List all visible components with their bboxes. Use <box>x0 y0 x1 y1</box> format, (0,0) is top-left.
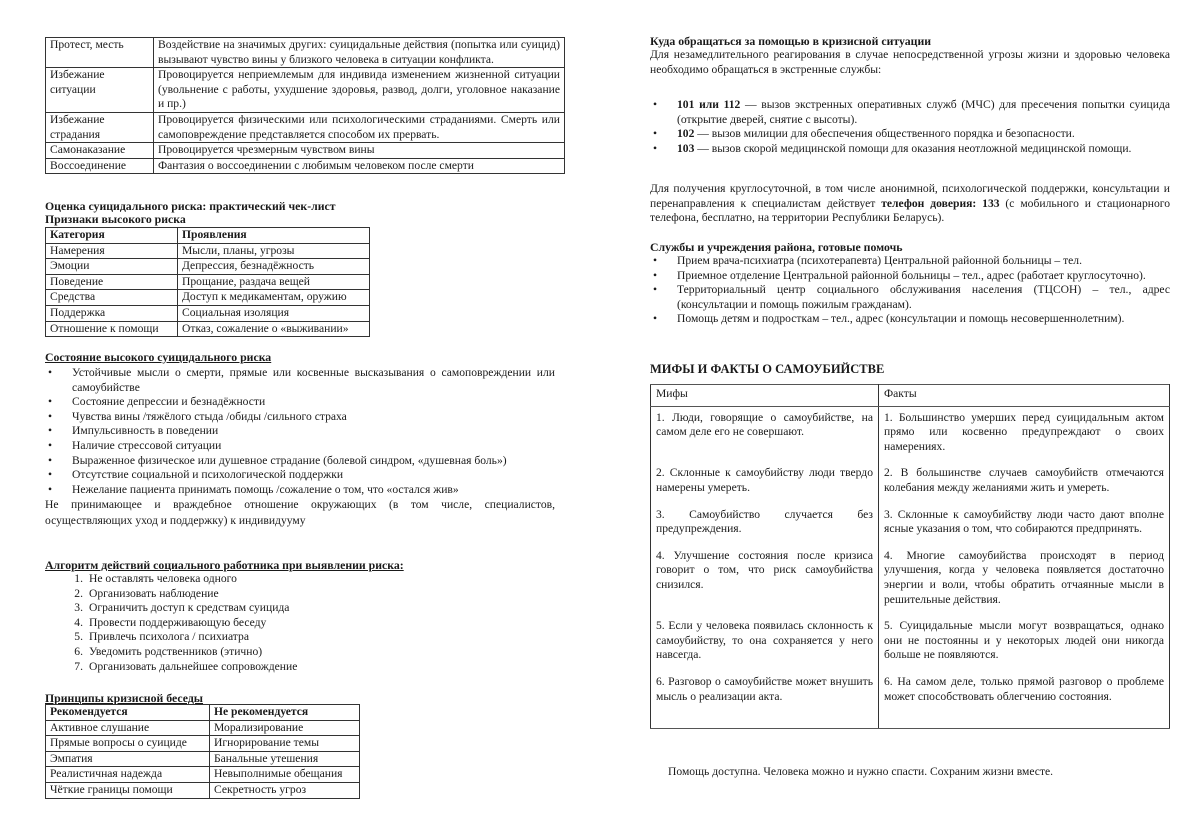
item-number: 2. <box>74 586 83 600</box>
table-cell: Мысли, планы, угрозы <box>178 243 370 259</box>
state-section <box>45 366 555 529</box>
table-cell: Поведение <box>46 274 178 290</box>
state-extra: Не принимающее и враждебное отношение окружающих (в том числе, специалистов, осуществляющих уход и поддержку) к индивидууму <box>45 498 555 528</box>
phone-number: 103 <box>677 141 695 155</box>
table-cell: 5. Суицидальные мысли могут возвращаться, однако они не постоянны и у некоторых людей они никогда больше не появляются. <box>879 615 1170 671</box>
list-item <box>69 630 445 645</box>
table-cell: Самонаказание <box>46 143 154 159</box>
column-header: Проявления <box>178 228 370 244</box>
list-item <box>69 616 445 631</box>
list-item: • Прием врача-психиатра (психотерапевта) Центральной районной больницы – тел. <box>650 254 1170 269</box>
table-cell: Банальные утешения <box>210 751 360 767</box>
phone-number: 102 <box>677 127 695 141</box>
emergency-item <box>650 98 1170 127</box>
help-intro: Для незамедлительного реагирования в случае непосредственной угрозы жизни и здоровью человека необходимо обращаться в экстренные службы: <box>650 48 1170 76</box>
table-cell: Избежание страдания <box>46 112 154 142</box>
column-header: Не рекомендуется <box>210 705 360 721</box>
help-title: Куда обращаться за помощью в кризисной ситуации <box>650 34 932 48</box>
table-cell: 1. Люди, говорящие о самоубийстве, на самом деле его не совершают. <box>651 406 879 462</box>
list-item: • Устойчивые мысли о смерти, прямые или косвенные высказывания о самоповреждении или самоубийстве <box>45 366 555 395</box>
table-cell: Воссоединение <box>46 158 154 174</box>
list-item: • Территориальный центр социального обслуживания населения (ТЦСОН) – тел., адрес (консультации и помощь пожилым гражданам). <box>650 283 1170 312</box>
table-cell: Социальная изоляция <box>178 305 370 321</box>
item-text: — вызов милиции для обеспечения общественного порядка и безопасности. <box>694 127 1075 141</box>
table-cell: 5. Если у человека появилась склонность к самоубийству, то она сохраняется у него навсегда. <box>651 615 879 671</box>
table-cell: Доступ к медикаментам, оружию <box>178 290 370 306</box>
table-cell: Провоцируется неприемлемым для индивида изменением жизненной ситуации (увольнение с работы, ухудшение здоровья, развод, долги, уголовное наказание и пр.) <box>154 68 565 113</box>
table-row <box>46 143 565 159</box>
table-cell: Отказ, сожаление о «выживании» <box>178 321 370 337</box>
table-cell: Воздействие на значимых других: суицидальные действия (попытка или суицид) вызывают чувство вины у близкого человека в ситуации конфликта. <box>154 38 565 68</box>
signs-title: Признаки высокого риска <box>45 212 186 226</box>
table-row <box>651 504 1170 545</box>
list-item <box>69 660 445 675</box>
state-title: Состояние высокого суицидального риска <box>45 350 272 364</box>
list-item <box>69 645 445 660</box>
item-text: Уведомить родственников (этично) <box>89 644 263 658</box>
table-cell: 4. Многие самоубийства происходят в период улучшения, когда у человека появляется достаточно энергии и воли, чтобы обратить отчаянные мысли в решительные действия. <box>879 545 1170 615</box>
table-row <box>46 321 370 337</box>
emergency-list <box>650 98 1170 156</box>
table-row <box>46 751 360 767</box>
table-row <box>46 38 565 68</box>
table-row <box>46 243 370 259</box>
table-cell: Отношение к помощи <box>46 321 178 337</box>
table-cell: 1. Большинство умерших перед суицидальным актом прямо или косвенно предупреждают о своих намерениях. <box>879 406 1170 462</box>
table-cell: Реалистичная надежда <box>46 767 210 783</box>
list-item: • Помощь детям и подросткам – тел., адрес (консультации и помощь несовершеннолетним). <box>650 312 1170 327</box>
services-title: Службы и учреждения района, готовые помочь <box>650 240 903 254</box>
table-header-row <box>46 705 360 721</box>
item-number: 7. <box>74 659 83 673</box>
column-header: Категория <box>46 228 178 244</box>
table-row <box>46 274 370 290</box>
list-item <box>69 572 445 587</box>
item-text: Ограничить доступ к средствам суицида <box>89 601 290 615</box>
list-item: • Наличие стрессовой ситуации <box>45 439 555 454</box>
table-cell: Поддержка <box>46 305 178 321</box>
item-text: Организовать дальнейшее сопровождение <box>89 659 298 673</box>
table-cell: 2. Склонные к самоубийству люди твердо намерены умереть. <box>651 462 879 503</box>
table-row <box>651 671 1170 729</box>
algorithm-list <box>45 572 445 674</box>
emergency-item <box>650 127 1170 142</box>
services-list <box>650 254 1170 327</box>
list-item <box>69 587 445 602</box>
table-row <box>46 112 565 142</box>
table-row <box>46 767 360 783</box>
table-cell: 2. В большинстве случаев самоубийств отмечаются колебания между желаниями жить и умереть. <box>879 462 1170 503</box>
table-cell: Невыполнимые обещания <box>210 767 360 783</box>
table-cell: Игнорирование темы <box>210 736 360 752</box>
principles-table <box>45 704 360 799</box>
list-item <box>69 601 445 616</box>
table-row <box>46 782 360 798</box>
item-number: 6. <box>74 644 83 658</box>
table-cell: Прощание, раздача вещей <box>178 274 370 290</box>
item-number: 5. <box>74 630 83 644</box>
table-row <box>46 305 370 321</box>
signs-table <box>45 227 370 337</box>
principles-title: Принципы кризисной беседы <box>45 691 204 705</box>
myths-table <box>650 384 1170 729</box>
table-cell: Чёткие границы помощи <box>46 782 210 798</box>
table-row <box>46 736 360 752</box>
list-item: • Состояние депрессии и безнадёжности <box>45 395 555 410</box>
item-text: — вызов скорой медицинской помощи для оказания неотложной медицинской помощи. <box>694 141 1132 155</box>
table-cell: Прямые вопросы о суициде <box>46 736 210 752</box>
list-item: • Выраженное физическое или душевное страдание (болевой синдром, «душевная боль») <box>45 454 555 469</box>
list-item: • Импульсивность в поведении <box>45 424 555 439</box>
table-row <box>46 290 370 306</box>
table-cell: Провоцируется чрезмерным чувством вины <box>154 143 565 159</box>
table-cell: Секретность угроз <box>210 782 360 798</box>
table-cell: Протест, месть <box>46 38 154 68</box>
emergency-item <box>650 142 1170 157</box>
table-header-row <box>651 385 1170 407</box>
table-cell: Провоцируется физическими или психологическими страданиями. Смерть или самоповреждение представляется способом их прервать. <box>154 112 565 142</box>
table-cell: Фантазия о воссоединении с любимым человеком после смерти <box>154 158 565 174</box>
table-cell: 6. На самом деле, только прямой разговор о проблеме может способствовать облегчению состояния. <box>879 671 1170 729</box>
item-text: Не оставлять человека одного <box>89 572 237 585</box>
list-item: • Приемное отделение Центральной районной больницы – тел., адрес (работает круглосуточно). <box>650 269 1170 284</box>
item-text: Провести поддерживающую беседу <box>89 615 267 629</box>
table-cell: Намерения <box>46 243 178 259</box>
item-number: 4. <box>74 615 83 629</box>
table-row <box>651 615 1170 671</box>
table-row <box>46 68 565 113</box>
item-number: 1. <box>74 572 83 585</box>
table-cell: 4. Улучшение состояния после кризиса говорит о том, что риск самоубийства снизился. <box>651 545 879 615</box>
column-header: Рекомендуется <box>46 705 210 721</box>
table-row <box>46 259 370 275</box>
motives-table <box>45 37 565 174</box>
table-header-row <box>46 228 370 244</box>
table-cell: 3. Склонные к самоубийству люди часто дают вполне ясные указания о том, что собираются предпринять. <box>879 504 1170 545</box>
algorithm-title: Алгоритм действий социального работника при выявлении риска: <box>45 558 404 572</box>
list-item: • Отсутствие социальной и психологической поддержки <box>45 468 555 483</box>
item-text: Организовать наблюдение <box>89 586 219 600</box>
table-cell: Депрессия, безнадёжность <box>178 259 370 275</box>
item-number: 3. <box>74 601 83 615</box>
footer-text: Помощь доступна. Человека можно и нужно спасти. Сохраним жизни вместе. <box>668 765 1054 778</box>
table-cell: Избежание ситуации <box>46 68 154 113</box>
item-text: — вызов экстренных оперативных служб (МЧС) для пресечения попытки суицида (открытие дверей, снятие с высоты). <box>677 98 1170 126</box>
list-item: • Нежелание пациента принимать помощь /сожаление о том, что «остался жив» <box>45 483 555 498</box>
table-cell: Эмпатия <box>46 751 210 767</box>
table-row <box>651 406 1170 462</box>
checklist-title: Оценка суицидального риска: практический чек-лист <box>45 199 336 213</box>
column-header: Факты <box>879 385 1170 407</box>
hotline-text: Для получения круглосуточной, в том числе анонимной, психологической поддержки, консультации и перенаправления к специалистам действует телефон доверия: 133 (с мобильного и стационарного телефона, бесплатно, на территории Республики Беларусь). <box>650 182 1170 225</box>
list-item: • Чувства вины /тяжёлого стыда /обиды /сильного страха <box>45 410 555 425</box>
table-cell: Средства <box>46 290 178 306</box>
column-header: Мифы <box>651 385 879 407</box>
table-cell: Морализирование <box>210 720 360 736</box>
table-row <box>46 720 360 736</box>
table-row <box>651 545 1170 615</box>
table-cell: Эмоции <box>46 259 178 275</box>
table-cell: 3. Самоубийство случается без предупреждения. <box>651 504 879 545</box>
table-row <box>651 462 1170 503</box>
table-cell: 6. Разговор о самоубийстве может внушить мысль о реализации акта. <box>651 671 879 729</box>
table-cell: Активное слушание <box>46 720 210 736</box>
myths-title: МИФЫ И ФАКТЫ О САМОУБИЙСТВЕ <box>650 362 885 376</box>
table-row <box>46 158 565 174</box>
phone-number: 101 или 112 <box>677 98 741 111</box>
hotline-number: телефон доверия: 133 <box>881 196 1000 210</box>
item-text: Привлечь психолога / психиатра <box>89 630 249 644</box>
